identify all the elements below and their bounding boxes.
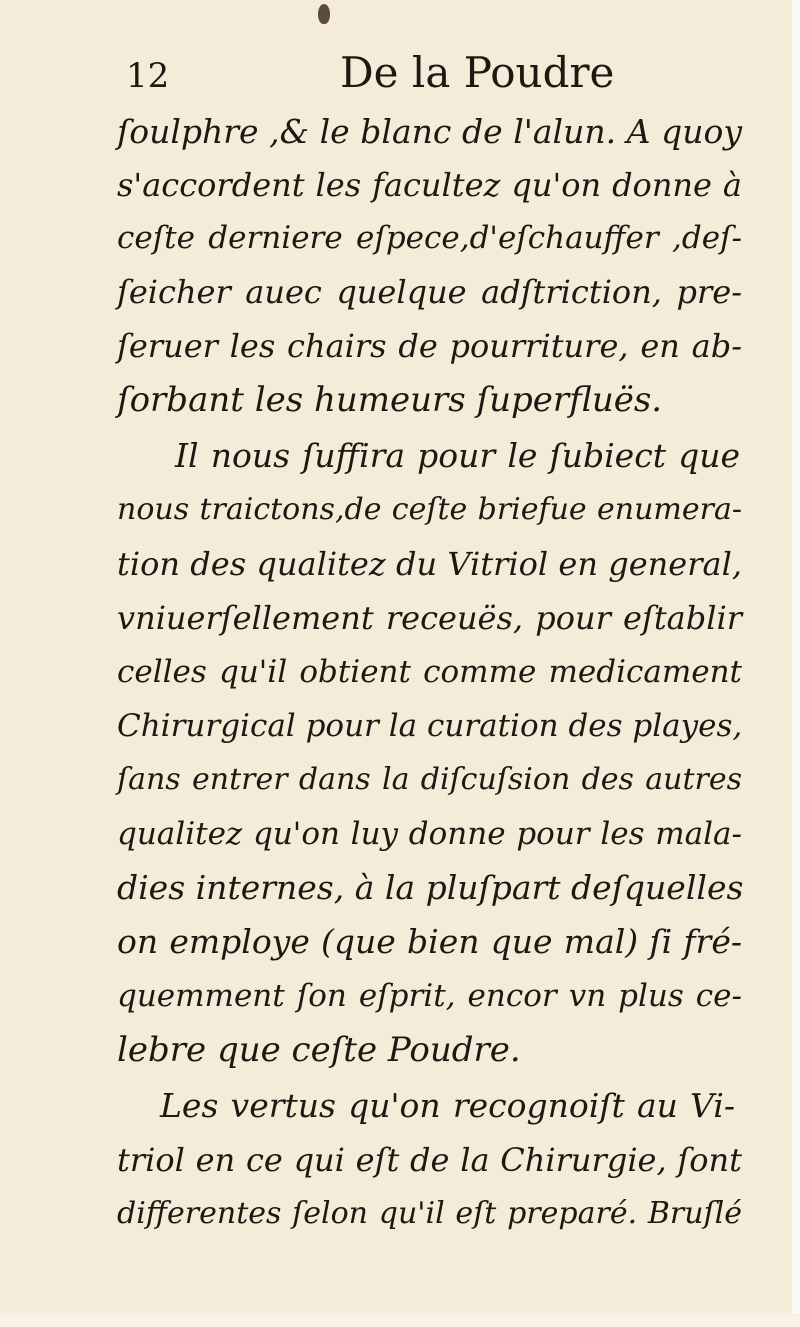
text-line: vniuerſellement receuës, pour eſtablir [117, 599, 742, 637]
text-line: quemment ſon eſprit, encor vn plus ce- [117, 978, 742, 1014]
text-line: ſeruer les chairs de pourriture, en ab- [117, 327, 742, 365]
text-line: s'accordent les facultez qu'on donne à [117, 166, 742, 204]
text-line: qualitez qu'on luy donne pour les mala- [117, 816, 742, 852]
text-line: ceſte derniere eſpece,d'eſchauffer ,deſ- [117, 220, 742, 256]
text-line: Les vertus qu'on recognoiſt au Vi- [160, 1086, 735, 1125]
running-title: De la Poudre [340, 48, 615, 97]
text-line: Chirurgical pour la curation des playes, [117, 708, 743, 744]
text-line: ſorbant les humeurs ſuperfluës. [117, 380, 663, 420]
text-line: lebre que ceſte Poudre. [117, 1030, 521, 1070]
page-foot [0, 1313, 800, 1327]
text-line: ſeicher auec quelque adſtriction, pre- [117, 273, 742, 311]
ink-spot [318, 4, 330, 24]
text-line: on employe (que bien que mal) ſi fré- [117, 922, 742, 961]
page-edge [792, 0, 800, 1327]
text-line: ſans entrer dans la diſcuſsion des autres [117, 762, 742, 797]
text-line: tion des qualitez du Vitriol en general, [117, 545, 742, 583]
text-line: differentes ſelon qu'il eſt preparé. Bruſlé [117, 1196, 742, 1231]
page-header [0, 40, 800, 100]
page-number: 12 [126, 56, 170, 96]
text-line: ſoulphre ,& le blanc de l'alun. A quoy [117, 112, 742, 151]
text-line: Il nous ſuffira pour le ſubiect que [175, 436, 740, 475]
text-line: celles qu'il obtient comme medicament [117, 654, 742, 690]
text-line: triol en ce qui eſt de la Chirurgie, ſont [117, 1141, 742, 1179]
text-line: dies internes, à la pluſpart deſquelles [117, 868, 744, 907]
text-line: nous traictons,de ceſte briefue enumera- [117, 492, 742, 527]
